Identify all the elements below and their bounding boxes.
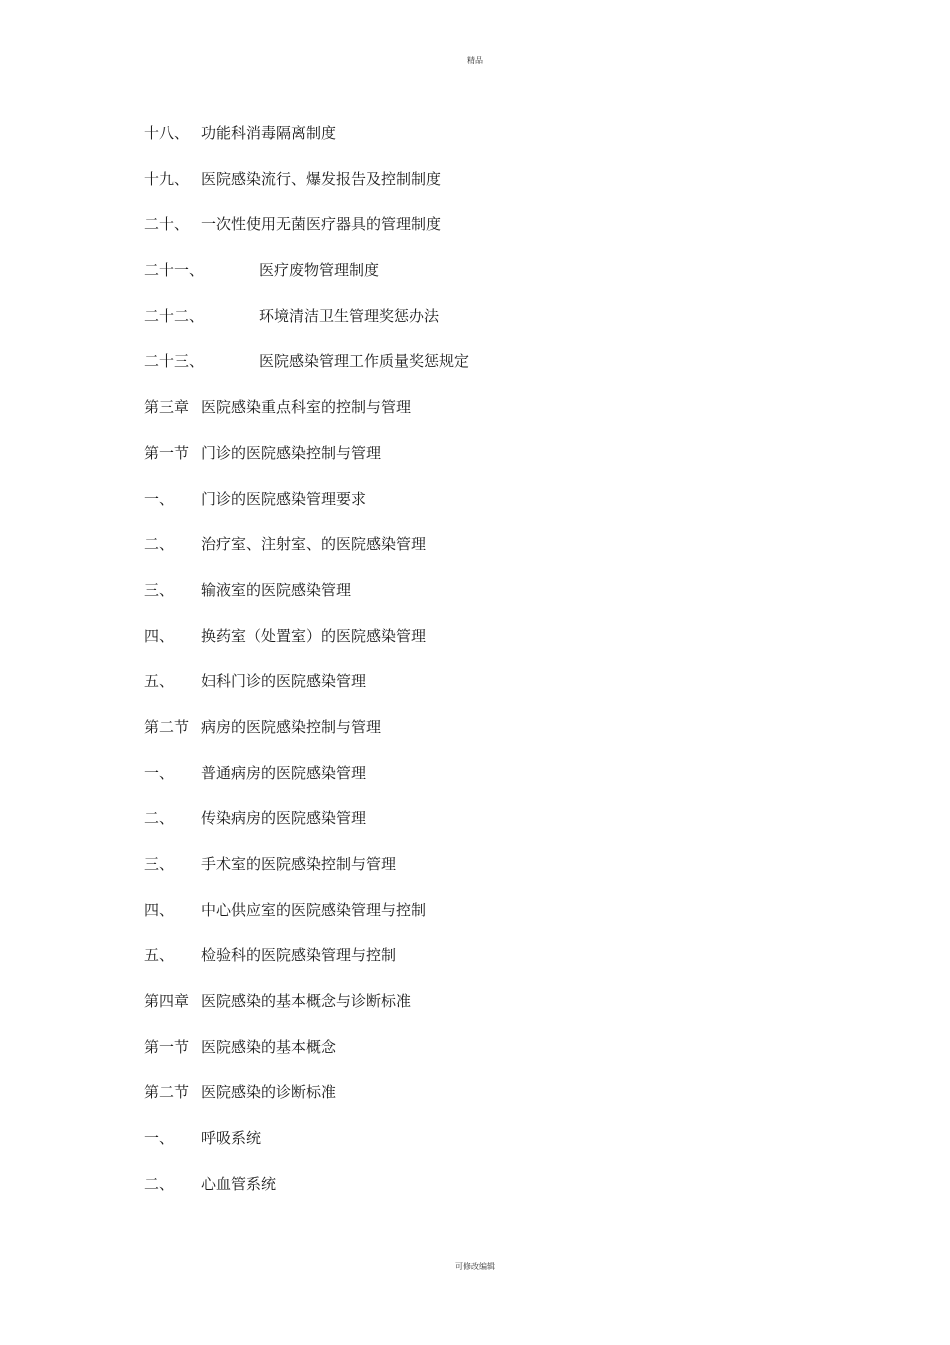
toc-entry-title: 病房的医院感染控制与管理 (201, 717, 382, 736)
toc-entry-title: 医院感染管理工作质量奖惩规定 (259, 352, 470, 371)
toc-entry (144, 944, 844, 990)
toc-entry (144, 488, 844, 534)
toc-entry-number: 第一节 (144, 1037, 190, 1056)
toc-entry (144, 1127, 844, 1173)
toc-entry-number: 十九、 (144, 169, 190, 188)
toc-entry-title: 心血管系统 (201, 1174, 277, 1193)
toc-entry-title: 环境清洁卫生管理奖惩办法 (259, 306, 440, 325)
toc-entry-title: 治疗室、注射室、的医院感染管理 (201, 535, 427, 554)
toc-entry-number: 十八、 (144, 124, 190, 142)
toc-entry-title: 门诊的医院感染管理要求 (201, 489, 367, 508)
toc-entry-title: 医院感染的基本概念 (201, 1037, 337, 1056)
toc-entry-number: 一、 (144, 763, 175, 782)
toc-section (144, 1036, 844, 1082)
toc-entry-title: 检验科的医院感染管理与控制 (201, 946, 397, 965)
toc-entry-number: 二、 (144, 809, 175, 828)
toc-entry-number: 二十三、 (144, 352, 205, 371)
toc-entry-title: 门诊的医院感染控制与管理 (201, 443, 382, 462)
toc-entry (144, 213, 844, 259)
page-header: 精品 (467, 56, 483, 65)
toc-entry (144, 899, 844, 945)
toc-entry-title: 换药室（处置室）的医院感染管理 (201, 626, 427, 645)
toc-entry (144, 579, 844, 625)
toc-section (144, 442, 844, 488)
toc-entry (144, 168, 844, 214)
toc-entry-number: 二、 (144, 535, 175, 554)
toc-entry (144, 350, 844, 396)
toc-entry-number: 一、 (144, 1129, 175, 1148)
toc-entry-number: 二十二、 (144, 306, 205, 325)
toc-entry-title: 呼吸系统 (201, 1129, 262, 1148)
toc-entry-title: 功能科消毒隔离制度 (201, 124, 337, 142)
toc-entry (144, 625, 844, 671)
toc-entry-title: 一次性使用无菌医疗器具的管理制度 (201, 215, 442, 234)
toc-entry-title: 医院感染的基本概念与诊断标准 (201, 992, 412, 1011)
toc-entry-number: 二十、 (144, 215, 190, 234)
toc-entry-number: 四、 (144, 900, 175, 919)
toc-entry-number: 二、 (144, 1174, 175, 1193)
toc-entry-title: 输液室的医院感染管理 (201, 580, 352, 599)
toc-entry-number: 第二节 (144, 717, 190, 736)
toc-entry (144, 807, 844, 853)
toc-entry-title: 医疗废物管理制度 (259, 261, 380, 280)
toc-entry-number: 第三章 (144, 398, 190, 417)
toc-entry-number: 第二节 (144, 1083, 190, 1102)
toc-entry-number: 三、 (144, 855, 175, 873)
toc-entry (144, 1173, 844, 1219)
toc-entry-number: 第一节 (144, 443, 190, 462)
toc-entry-number: 第四章 (144, 992, 190, 1011)
toc-entry (144, 122, 844, 168)
toc-entry (144, 259, 844, 305)
toc-entry-title: 医院感染流行、爆发报告及控制制度 (201, 169, 442, 188)
toc-entry-title: 妇科门诊的医院感染管理 (201, 672, 367, 691)
toc-entry-title: 中心供应室的医院感染管理与控制 (201, 900, 427, 919)
toc-entry (144, 853, 844, 899)
toc-section (144, 1081, 844, 1127)
toc-entry (144, 305, 844, 351)
toc-chapter (144, 396, 844, 442)
toc-entry-number: 五、 (144, 946, 175, 965)
toc-entry (144, 533, 844, 579)
toc-entry-number: 二十一、 (144, 261, 205, 280)
toc-entry-title: 医院感染重点科室的控制与管理 (201, 398, 412, 417)
toc-entry-number: 三、 (144, 580, 175, 599)
page-footer: 可修改编辑 (455, 1262, 495, 1271)
toc-entry (144, 670, 844, 716)
toc-entry-title: 医院感染的诊断标准 (201, 1083, 337, 1102)
table-of-contents (144, 122, 844, 1219)
toc-entry-title: 传染病房的医院感染管理 (201, 809, 367, 828)
toc-entry-title: 手术室的医院感染控制与管理 (201, 855, 397, 873)
toc-entry-number: 一、 (144, 489, 175, 508)
toc-entry (144, 762, 844, 808)
toc-chapter (144, 990, 844, 1036)
toc-entry-number: 四、 (144, 626, 175, 645)
toc-entry-number: 五、 (144, 672, 175, 691)
toc-entry-title: 普通病房的医院感染管理 (201, 763, 367, 782)
toc-section (144, 716, 844, 762)
